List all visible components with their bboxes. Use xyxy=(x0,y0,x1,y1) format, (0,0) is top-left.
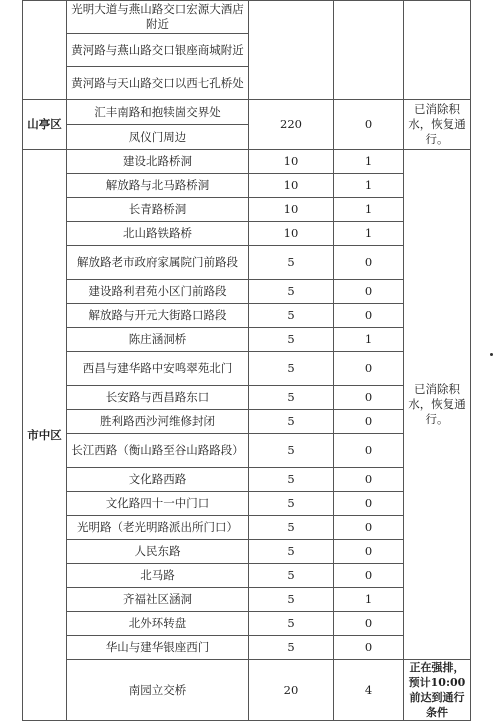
location-cell: 西昌与建华路中安鸣翠苑北门 xyxy=(67,352,249,386)
location-cell: 陈庄涵洞桥 xyxy=(67,328,249,352)
stray-dot-mark xyxy=(490,353,493,356)
depth-cell: 5 xyxy=(249,304,334,328)
depth-cell: 20 xyxy=(249,660,334,721)
depth-cell: 5 xyxy=(249,386,334,410)
depth-cell: 5 xyxy=(249,492,334,516)
table-row xyxy=(23,174,471,198)
table-row xyxy=(23,198,471,222)
district-cell: 山亭区 xyxy=(23,100,67,150)
location-cell: 齐福社区涵洞 xyxy=(67,588,249,612)
depth-cell: 5 xyxy=(249,246,334,280)
location-cell: 解放路与北马路桥洞 xyxy=(67,174,249,198)
count-cell: 4 xyxy=(334,660,404,721)
location-cell: 文化路西路 xyxy=(67,468,249,492)
count-cell: 0 xyxy=(334,304,404,328)
count-cell: 0 xyxy=(334,540,404,564)
count-cell xyxy=(334,1,404,100)
count-cell: 1 xyxy=(334,222,404,246)
depth-cell: 5 xyxy=(249,588,334,612)
count-cell: 1 xyxy=(334,328,404,352)
table-row xyxy=(23,352,471,386)
count-cell: 0 xyxy=(334,352,404,386)
waterlogging-table xyxy=(22,0,471,721)
table-row xyxy=(23,636,471,660)
table-row xyxy=(23,516,471,540)
table-row xyxy=(23,246,471,280)
table-row xyxy=(23,660,471,721)
location-cell: 胜利路西沙河维修封闭 xyxy=(67,410,249,434)
count-cell: 1 xyxy=(334,588,404,612)
count-cell: 0 xyxy=(334,410,404,434)
depth-cell: 5 xyxy=(249,352,334,386)
location-cell: 北山路铁路桥 xyxy=(67,222,249,246)
table-row xyxy=(23,328,471,352)
depth-cell xyxy=(249,1,334,100)
location-cell: 长江西路（衡山路至谷山路路段） xyxy=(67,434,249,468)
table-row xyxy=(23,222,471,246)
status-cell: 已消除积水，恢复通行。 xyxy=(404,100,471,150)
depth-cell: 5 xyxy=(249,280,334,304)
table-row xyxy=(23,304,471,328)
table-row xyxy=(23,492,471,516)
location-cell: 建设路利君苑小区门前路段 xyxy=(67,280,249,304)
table-row xyxy=(23,434,471,468)
location-cell: 人民东路 xyxy=(67,540,249,564)
location-cell: 黄河路与燕山路交口银座商城附近 xyxy=(67,34,249,67)
location-cell: 文化路四十一中门口 xyxy=(67,492,249,516)
depth-cell: 5 xyxy=(249,468,334,492)
location-cell: 黄河路与天山路交口以西七孔桥处 xyxy=(67,67,249,100)
table-row xyxy=(23,1,471,34)
depth-cell: 5 xyxy=(249,410,334,434)
depth-cell: 5 xyxy=(249,434,334,468)
depth-cell: 5 xyxy=(249,516,334,540)
status-cell: 已消除积水，恢复通行。 xyxy=(404,150,471,660)
location-cell: 光明大道与燕山路交口宏源大酒店附近 xyxy=(67,1,249,34)
count-cell: 0 xyxy=(334,564,404,588)
depth-cell: 10 xyxy=(249,222,334,246)
location-cell: 长青路桥洞 xyxy=(67,198,249,222)
depth-cell: 5 xyxy=(249,564,334,588)
table-row xyxy=(23,410,471,434)
table-row xyxy=(23,588,471,612)
table-row xyxy=(23,386,471,410)
depth-cell: 10 xyxy=(249,174,334,198)
location-cell: 凤仪门周边 xyxy=(67,125,249,150)
location-cell: 北外环转盘 xyxy=(67,612,249,636)
count-cell: 1 xyxy=(334,174,404,198)
location-cell: 北马路 xyxy=(67,564,249,588)
location-cell: 光明路（老光明路派出所门口） xyxy=(67,516,249,540)
count-cell: 0 xyxy=(334,246,404,280)
status-cell: 正在强排，预计10:00前达到通行条件 xyxy=(404,660,471,721)
location-cell: 华山与建华银座西门 xyxy=(67,636,249,660)
location-cell: 建设北路桥洞 xyxy=(67,150,249,174)
depth-cell: 10 xyxy=(249,198,334,222)
table-row xyxy=(23,280,471,304)
district-cell xyxy=(23,1,67,100)
table-row xyxy=(23,100,471,125)
location-cell: 解放路与开元大街路口路段 xyxy=(67,304,249,328)
count-cell: 0 xyxy=(334,434,404,468)
count-cell: 0 xyxy=(334,516,404,540)
status-cell xyxy=(404,1,471,100)
count-cell: 0 xyxy=(334,100,404,150)
location-cell: 长安路与西昌路东口 xyxy=(67,386,249,410)
table-row xyxy=(23,540,471,564)
count-cell: 0 xyxy=(334,280,404,304)
table-row xyxy=(23,150,471,174)
depth-cell: 5 xyxy=(249,328,334,352)
count-cell: 0 xyxy=(334,386,404,410)
count-cell: 1 xyxy=(334,150,404,174)
location-cell: 解放路老市政府家属院门前路段 xyxy=(67,246,249,280)
table-row xyxy=(23,612,471,636)
depth-cell: 5 xyxy=(249,540,334,564)
depth-cell: 5 xyxy=(249,612,334,636)
table-row xyxy=(23,468,471,492)
count-cell: 0 xyxy=(334,468,404,492)
count-cell: 0 xyxy=(334,612,404,636)
location-cell: 汇丰南路和抱犊崮交界处 xyxy=(67,100,249,125)
count-cell: 0 xyxy=(334,636,404,660)
count-cell: 1 xyxy=(334,198,404,222)
table-row xyxy=(23,564,471,588)
count-cell: 0 xyxy=(334,492,404,516)
depth-cell: 220 xyxy=(249,100,334,150)
depth-cell: 5 xyxy=(249,636,334,660)
depth-cell: 10 xyxy=(249,150,334,174)
district-cell: 市中区 xyxy=(23,150,67,721)
location-cell: 南园立交桥 xyxy=(67,660,249,721)
